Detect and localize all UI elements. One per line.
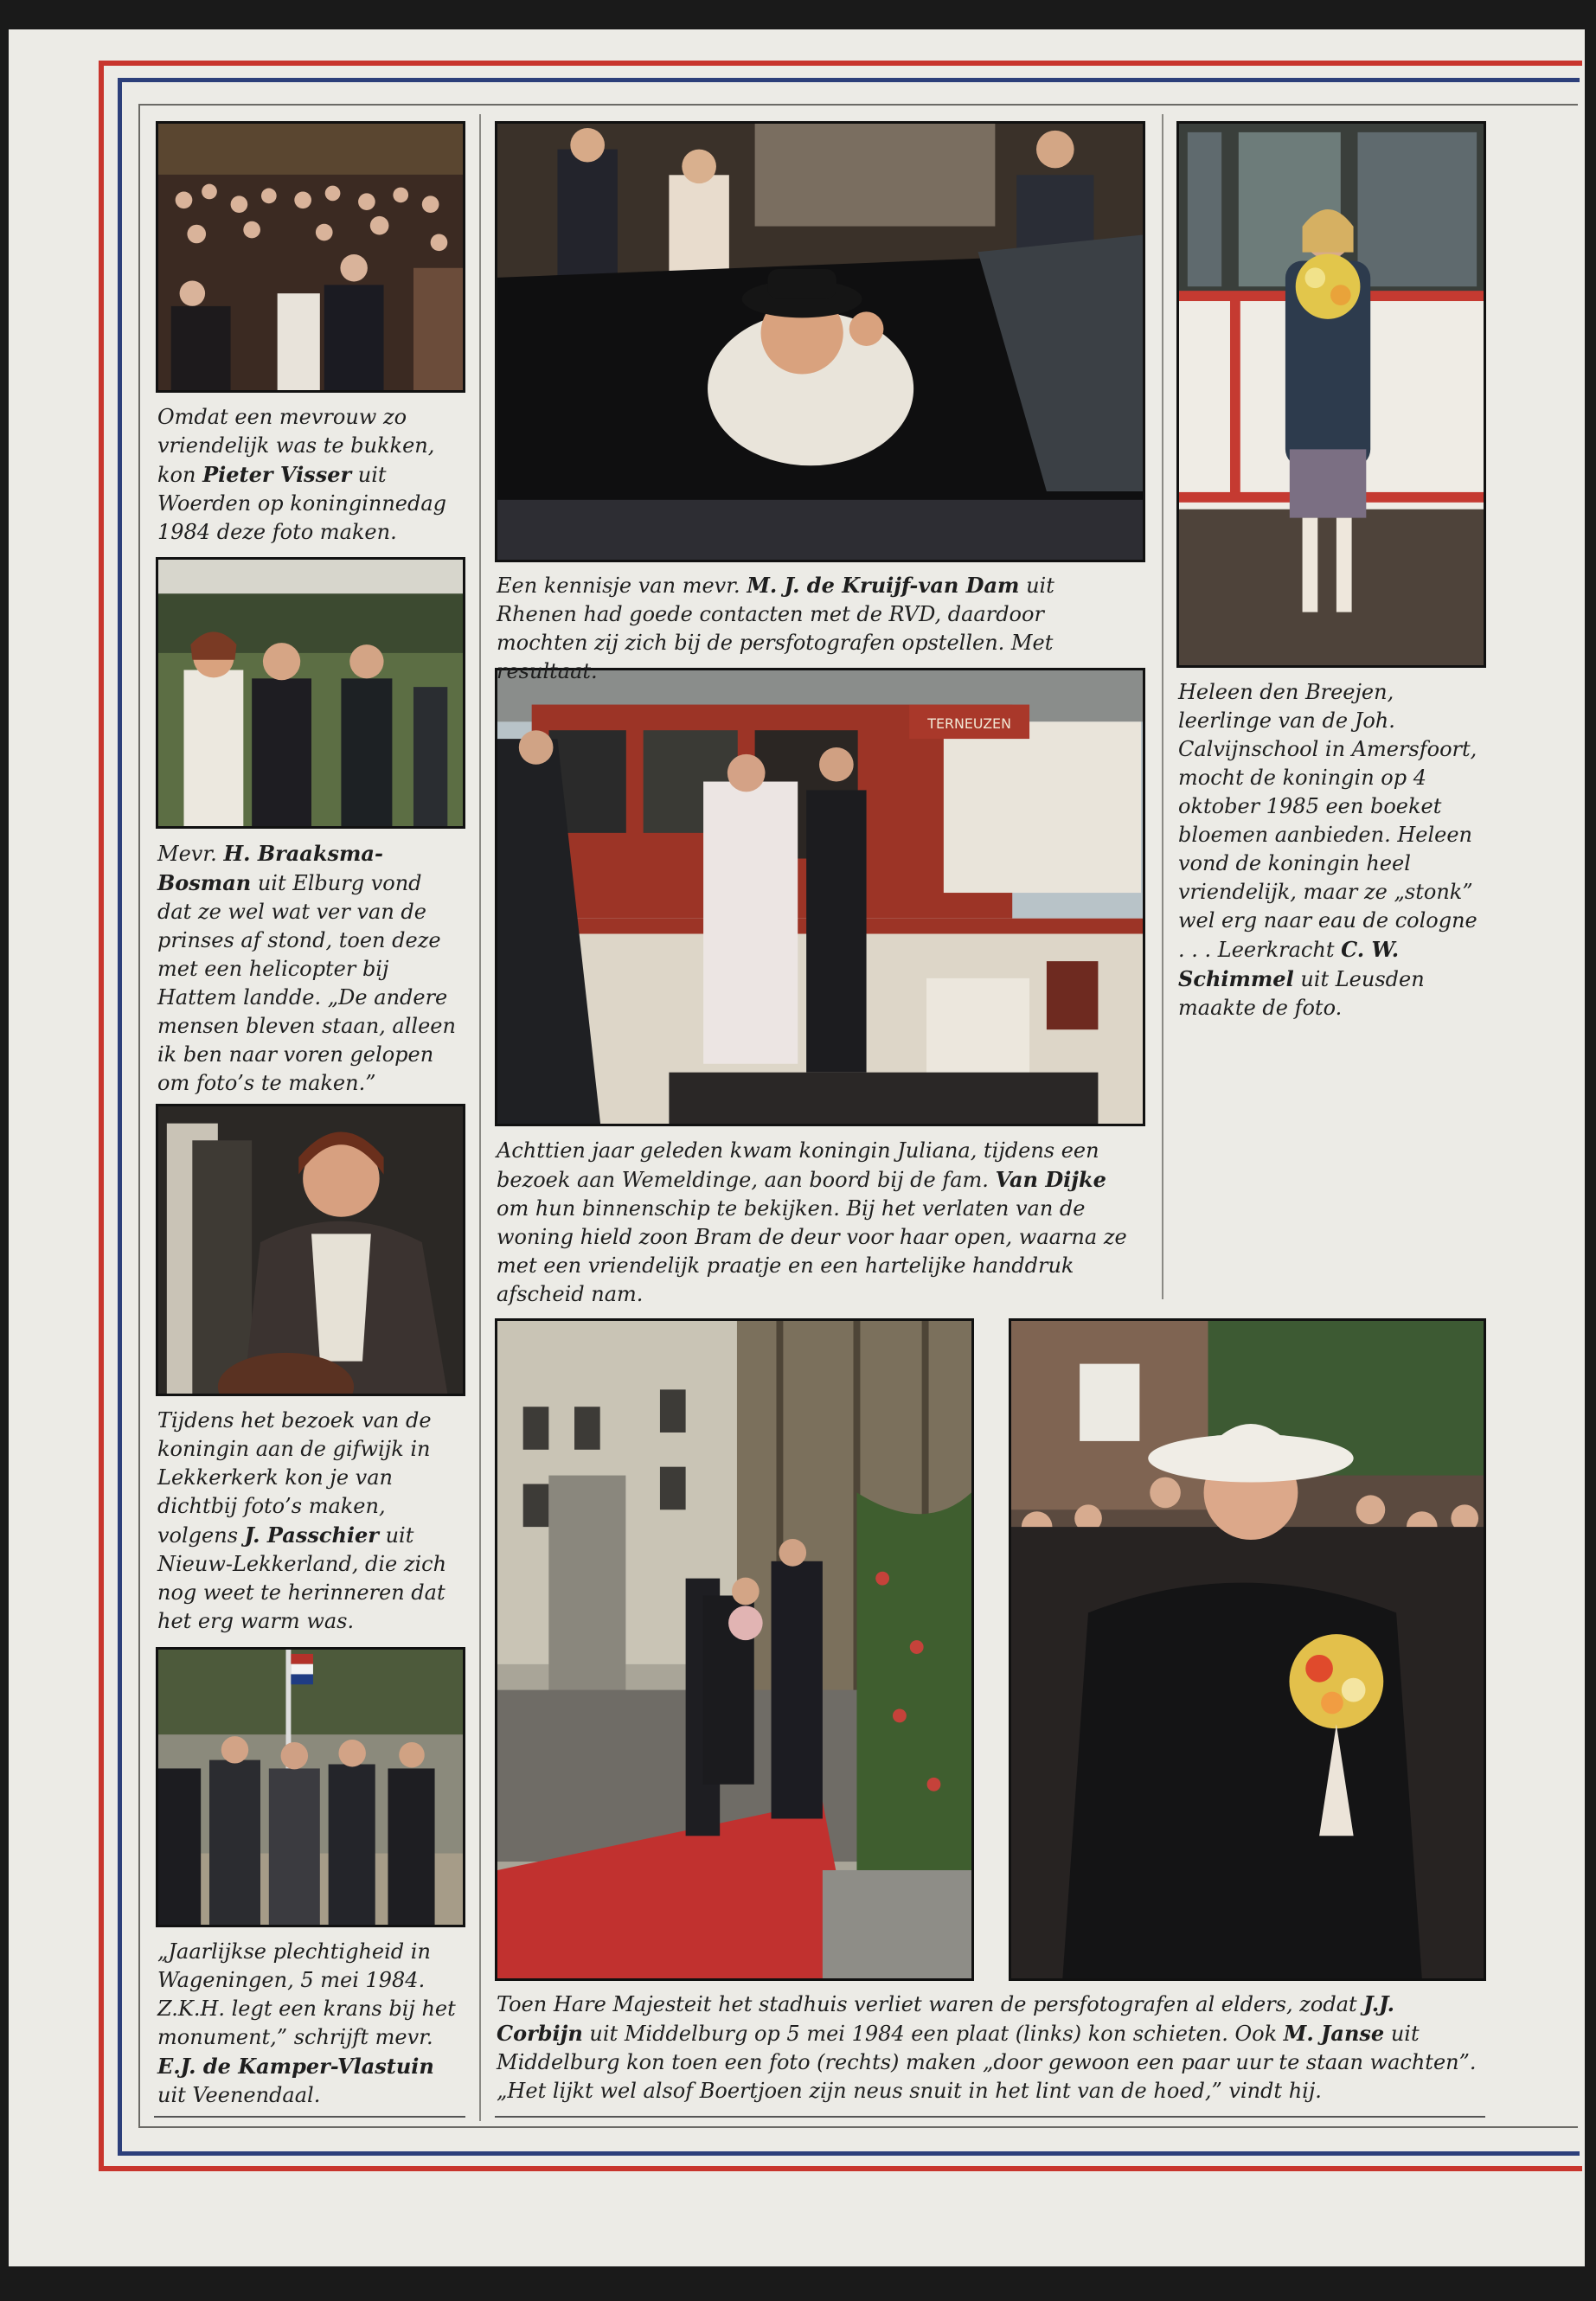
photo-queen-white-hat [1009,1318,1486,1981]
caption-text: „Jaarlijkse plechtigheid in Wageningen, 5 mei 1984. Z.K.H. legt een krans bij het monument,” schrijft mevr. [157,1939,456,2049]
caption-text: uit Middelburg op 5 mei 1984 een plaat (links) kon schieten. Ook [582,2022,1284,2046]
bottom-rule [154,2116,465,2118]
column-divider [1162,114,1163,1299]
photo-queen-lekkerkerk [156,1104,465,1396]
caption-heleen-den-breejen [1178,678,1483,1022]
photo-wageningen-ceremony [156,1647,465,1927]
caption-pieter-visser [157,403,460,547]
photographer-name: J. Passchier [244,1522,379,1548]
photographer-name: M. Janse [1283,2021,1385,2046]
photographer-name: Pieter Visser [202,462,352,487]
bottom-rule [495,2116,1485,2118]
caption-kamper-vlastuin [157,1938,460,2110]
boat-sign: TERNEUZEN [927,715,1011,733]
caption-text: om hun binnenschip te bekijken. Bij het verlaten van de woning hield zoon Bram de deur voor haar open, waarna ze met een vriendelijk praatje en een hartelijke handdruk afscheid nam. [497,1196,1127,1306]
photographer-name: E.J. de Kamper-Vlastuin [157,2054,434,2079]
caption-text: Achttien jaar geleden kwam koningin Juliana, tijdens een bezoek aan Wemeldinge, aan boord bij de fam. [497,1138,1099,1192]
caption-text: uit Woerden op koninginnedag 1984 deze foto maken. [157,463,447,544]
column-divider [479,114,481,2121]
caption-text: Een kennisje van mevr. [497,574,747,598]
caption-corbijn-janse [497,1990,1483,2106]
caption-text: Tijdens het bezoek van de koningin aan de gifwijk in Lekkerkerk kon je van dichtbij foto’s maken, volgens [157,1408,432,1548]
caption-passchier [157,1407,460,1636]
photographer-name: M. J. de Kruijf-van Dam [747,573,1020,598]
caption-text: uit Elburg vond dat ze wel wat ver van de prinses af stond, toen deze met een helicopter bij Hattem landde. „De andere mensen bleven staan, alleen ik ben naar voren gelopen om foto’s te maken.” [157,871,456,1095]
photo-girl-with-bouquet [1176,121,1486,668]
caption-de-kruijf-van-dam [497,571,1141,686]
caption-text: Heleen den Breejen, leerlinge van de Joh. Calvijnschool in Amersfoort, mocht de koningin op 4 oktober 1985 een boeket bloemen aanbieden. Heleen vond de koningin heel vriendelijk, maar ze „stonk” wel erg naar eau de cologne . . . Leerkracht [1178,680,1477,962]
photo-queen-in-car [495,121,1145,562]
caption-text: uit Nieuw-Lekkerland, die zich nog weet te herinneren dat het erg warm was. [157,1523,447,1633]
caption-text: uit Veenendaal. [157,2083,321,2107]
photographer-name: J.J. Corbijn [497,1991,1394,2046]
photo-princess-at-hattem [156,557,465,829]
photographer-name: C. W. Schimmel [1178,937,1400,991]
caption-text: Omdat een mevrouw zo vriendelijk was te bukken, kon [157,405,435,487]
photographer-name: Van Dijke [995,1167,1106,1192]
photo-stadhuis-left [495,1318,974,1981]
caption-text: uit Leusden maakte de foto. [1178,967,1425,1020]
caption-text: Toen Hare Majesteit het stadhuis verliet waren de persfotografen al elders, zodat [497,1992,1364,2016]
caption-braaksma-bosman [157,839,460,1098]
caption-van-dijke [497,1137,1141,1309]
photo-juliana-on-boat [495,668,1145,1126]
caption-text: Mevr. [157,842,224,866]
caption-text: uit Middelburg kon toen een foto (rechts) maken „door gewoon een paar uur te staan wachten”. „Het lijkt wel alsof Boertjoen zijn neus snuit in het lint van de hoed,” vindt hij. [497,2022,1477,2103]
photographer-name: H. Braaksma-Bosman [157,841,383,895]
caption-text: uit Rhenen had goede contacten met de RVD, daardoor mochten zij zich bij de persfotografen opstellen. Met resultaat. [497,574,1054,683]
photo-crowd-koninginnedag [156,121,465,393]
